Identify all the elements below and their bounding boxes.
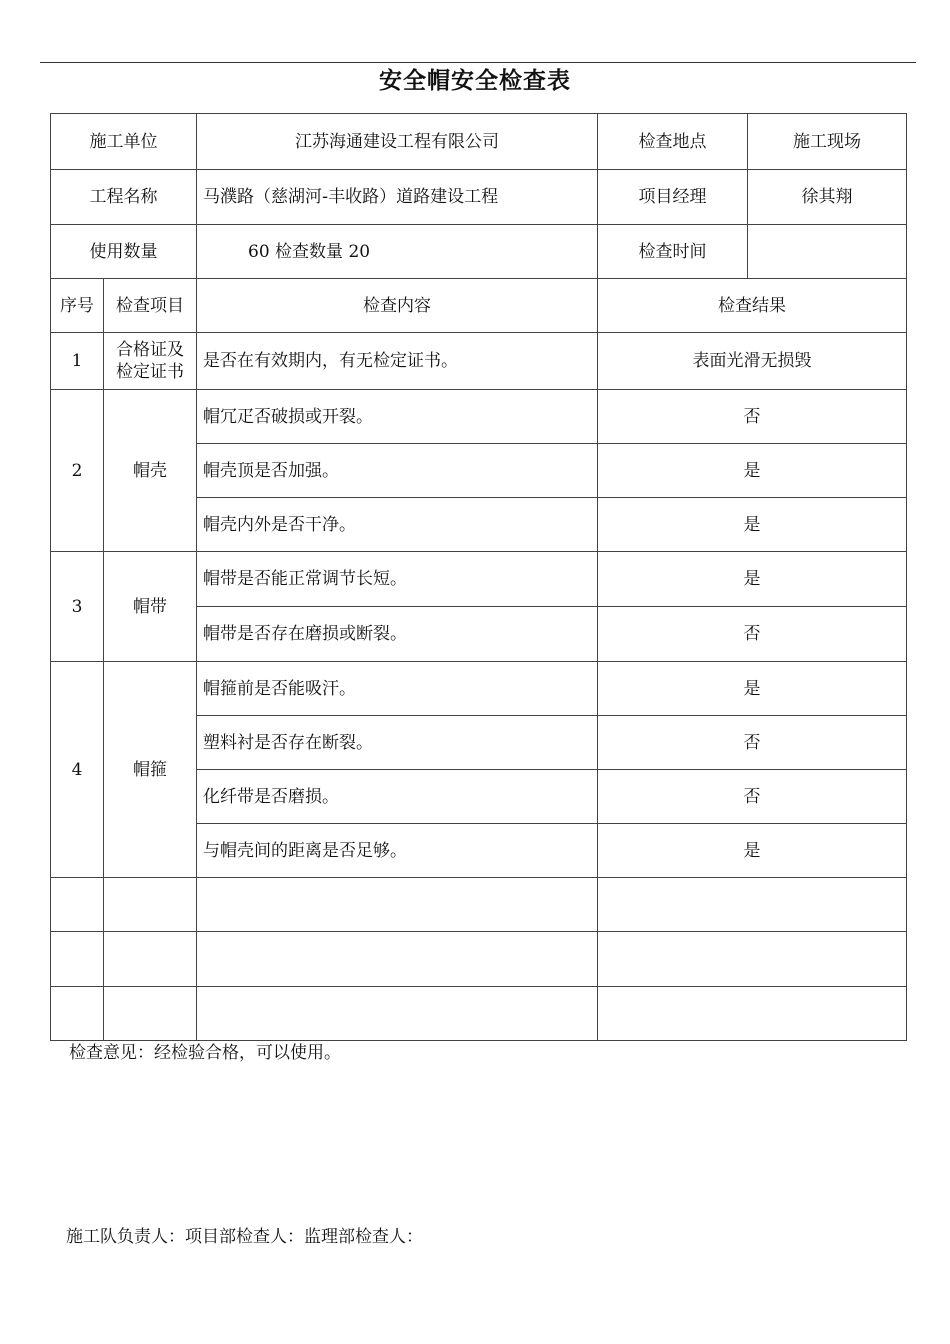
header-row-unit	[51, 114, 907, 170]
empty-cell	[51, 932, 104, 987]
col-item-header: 检查项目	[104, 279, 197, 333]
check-result: 是	[598, 444, 907, 498]
empty-row	[51, 987, 907, 1041]
time-label: 检查时间	[598, 225, 748, 279]
column-header-row	[51, 279, 907, 333]
col-no-header: 序号	[51, 279, 104, 333]
check-content: 化纤带是否磨损。	[197, 770, 598, 824]
check-content: 与帽壳间的距离是否足够。	[197, 824, 598, 878]
page-title: 安全帽安全检查表	[379, 68, 571, 94]
check-content: 帽带是否能正常调节长短。	[197, 552, 598, 607]
group-item: 帽壳	[104, 390, 197, 552]
check-content: 帽壳顶是否加强。	[197, 444, 598, 498]
group-item	[104, 333, 197, 390]
project-value: 马濮路（慈湖河-丰收路）道路建设工程	[197, 170, 598, 225]
check-result: 表面光滑无损毁	[598, 333, 907, 390]
col-content-header: 检查内容	[197, 279, 598, 333]
inspection-opinion: 检查意见：经检验合格，可以使用。	[69, 1043, 341, 1063]
inspection-table	[50, 113, 907, 1041]
group-no: 3	[51, 552, 104, 662]
empty-cell	[197, 987, 598, 1041]
header-row-usage	[51, 225, 907, 279]
empty-cell	[197, 878, 598, 932]
check-content: 是否在有效期内，有无检定证书。	[197, 333, 598, 390]
empty-cell	[51, 878, 104, 932]
group-no: 2	[51, 390, 104, 552]
time-value	[748, 225, 907, 279]
manager-label: 项目经理	[598, 170, 748, 225]
check-content: 帽带是否存在磨损或断裂。	[197, 607, 598, 662]
check-result: 是	[598, 552, 907, 607]
header-row-project	[51, 170, 907, 225]
empty-cell	[197, 932, 598, 987]
table-row	[51, 552, 907, 607]
check-content: 帽箍前是否能吸汗。	[197, 662, 598, 716]
group-no: 4	[51, 662, 104, 878]
group-item: 帽箍	[104, 662, 197, 878]
signature-line: 施工队负责人：项目部检查人：监理部检查人：	[66, 1227, 423, 1247]
empty-cell	[598, 878, 907, 932]
group-item-line: 合格证及	[116, 340, 184, 360]
empty-cell	[598, 987, 907, 1041]
check-result: 否	[598, 390, 907, 444]
empty-cell	[104, 987, 197, 1041]
group-item-line: 检定证书	[116, 362, 184, 382]
check-result: 否	[598, 716, 907, 770]
empty-cell	[104, 932, 197, 987]
table-row	[51, 662, 907, 716]
usage-label: 使用数量	[51, 225, 197, 279]
project-label: 工程名称	[51, 170, 197, 225]
check-content: 帽冗疋否破损或开裂。	[197, 390, 598, 444]
empty-cell	[104, 878, 197, 932]
check-content: 帽壳内外是否干净。	[197, 498, 598, 552]
manager-value: 徐其翔	[748, 170, 907, 225]
group-no: 1	[51, 333, 104, 390]
group-item: 帽带	[104, 552, 197, 662]
empty-cell	[598, 932, 907, 987]
table-row	[51, 333, 907, 390]
unit-label: 施工单位	[51, 114, 197, 170]
check-result: 否	[598, 770, 907, 824]
top-rule	[40, 62, 916, 63]
check-result: 是	[598, 662, 907, 716]
check-content: 塑料衬是否存在断裂。	[197, 716, 598, 770]
place-label: 检查地点	[598, 114, 748, 170]
table-row	[51, 390, 907, 444]
unit-value: 江苏海通建设工程有限公司	[197, 114, 598, 170]
empty-row	[51, 932, 907, 987]
check-result: 是	[598, 824, 907, 878]
check-result: 是	[598, 498, 907, 552]
check-result: 否	[598, 607, 907, 662]
col-result-header: 检查结果	[598, 279, 907, 333]
empty-cell	[51, 987, 104, 1041]
empty-row	[51, 878, 907, 932]
usage-value: 60 检查数量 20	[197, 225, 598, 279]
place-value: 施工现场	[748, 114, 907, 170]
